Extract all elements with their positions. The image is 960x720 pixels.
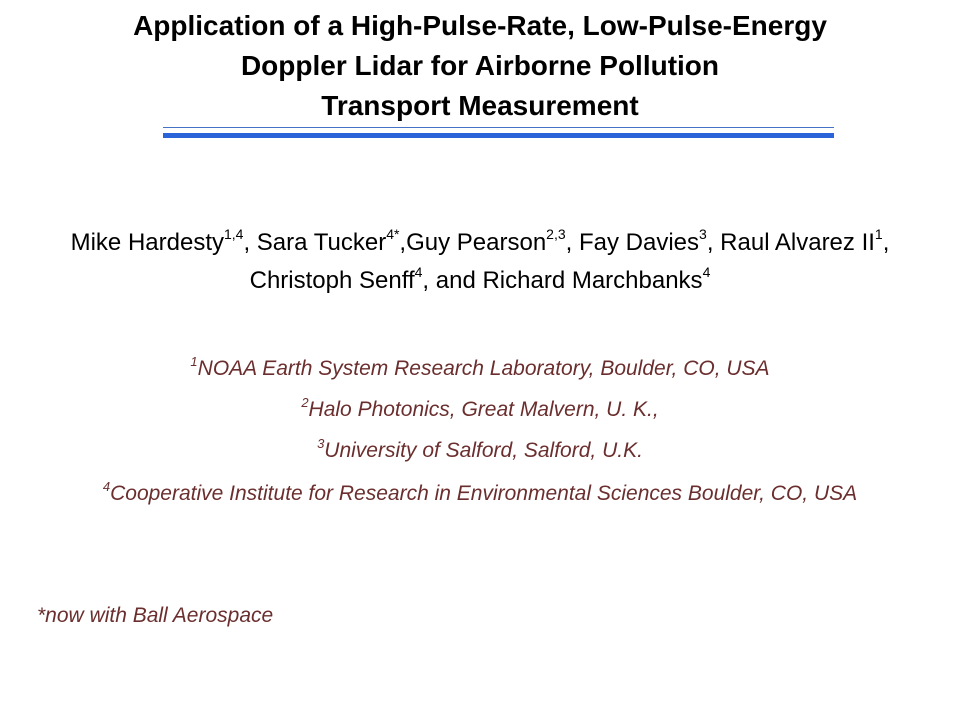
author-affiliation-marker: 1: [874, 226, 883, 242]
author-affiliation-marker: 4: [702, 264, 711, 280]
affiliation-2: [20, 394, 940, 426]
author-name: Sara Tucker: [256, 229, 387, 256]
author-affiliation-marker: 4: [414, 264, 423, 280]
footnote: *now with Ball Aerospace: [37, 604, 274, 627]
author-affiliation-marker: 2,3: [546, 226, 566, 242]
author-affiliation-marker: 1,4: [223, 226, 244, 242]
author-name: Richard Marchbanks: [482, 267, 703, 294]
affiliation-number: 4: [102, 479, 111, 494]
affiliation-text: NOAA Earth System Research Laboratory, Boulder, CO, USA: [197, 357, 770, 380]
slide-title: [40, 6, 920, 126]
affiliation-text: University of Salford, Salford, U.K.: [324, 439, 643, 462]
author-affiliation-marker: 4*: [386, 226, 400, 242]
title-line-2: Doppler Lidar for Airborne Pollution: [240, 50, 720, 81]
author-separator: ,: [399, 229, 407, 256]
author-separator: ,: [243, 229, 257, 256]
affiliation-3: [20, 435, 940, 467]
affiliation-1: [20, 353, 940, 385]
affiliation-number: 3: [317, 436, 325, 451]
affiliation-text: Cooperative Institute for Research in Environmental Sciences Boulder, CO, USA: [110, 482, 858, 505]
affiliation-number: 2: [301, 395, 309, 410]
author-name: Fay Davies: [578, 229, 700, 256]
affiliation-text: Halo Photonics, Great Malvern, U. K.,: [308, 398, 659, 421]
author-separator: , and: [422, 267, 483, 294]
author-separator: ,: [706, 229, 721, 256]
title-underline-thin: [163, 127, 834, 128]
author-list: [40, 224, 920, 300]
author-separator: ,: [565, 229, 579, 256]
title-underline-thick: [163, 133, 834, 138]
affiliation-number: 1: [190, 354, 198, 369]
author-name: Mike Hardesty: [70, 229, 224, 256]
author-name: Guy Pearson: [406, 229, 547, 256]
author-name: Raul Alvarez II: [720, 229, 875, 256]
author-separator: ,: [882, 229, 890, 256]
affiliation-4: [20, 478, 940, 510]
author-name: Christoph Senff: [249, 267, 415, 294]
author-affiliation-marker: 3: [699, 226, 707, 242]
title-line-3: Transport Measurement: [321, 90, 639, 121]
title-line-1: Application of a High-Pulse-Rate, Low-Pulse-Energy: [133, 10, 827, 41]
